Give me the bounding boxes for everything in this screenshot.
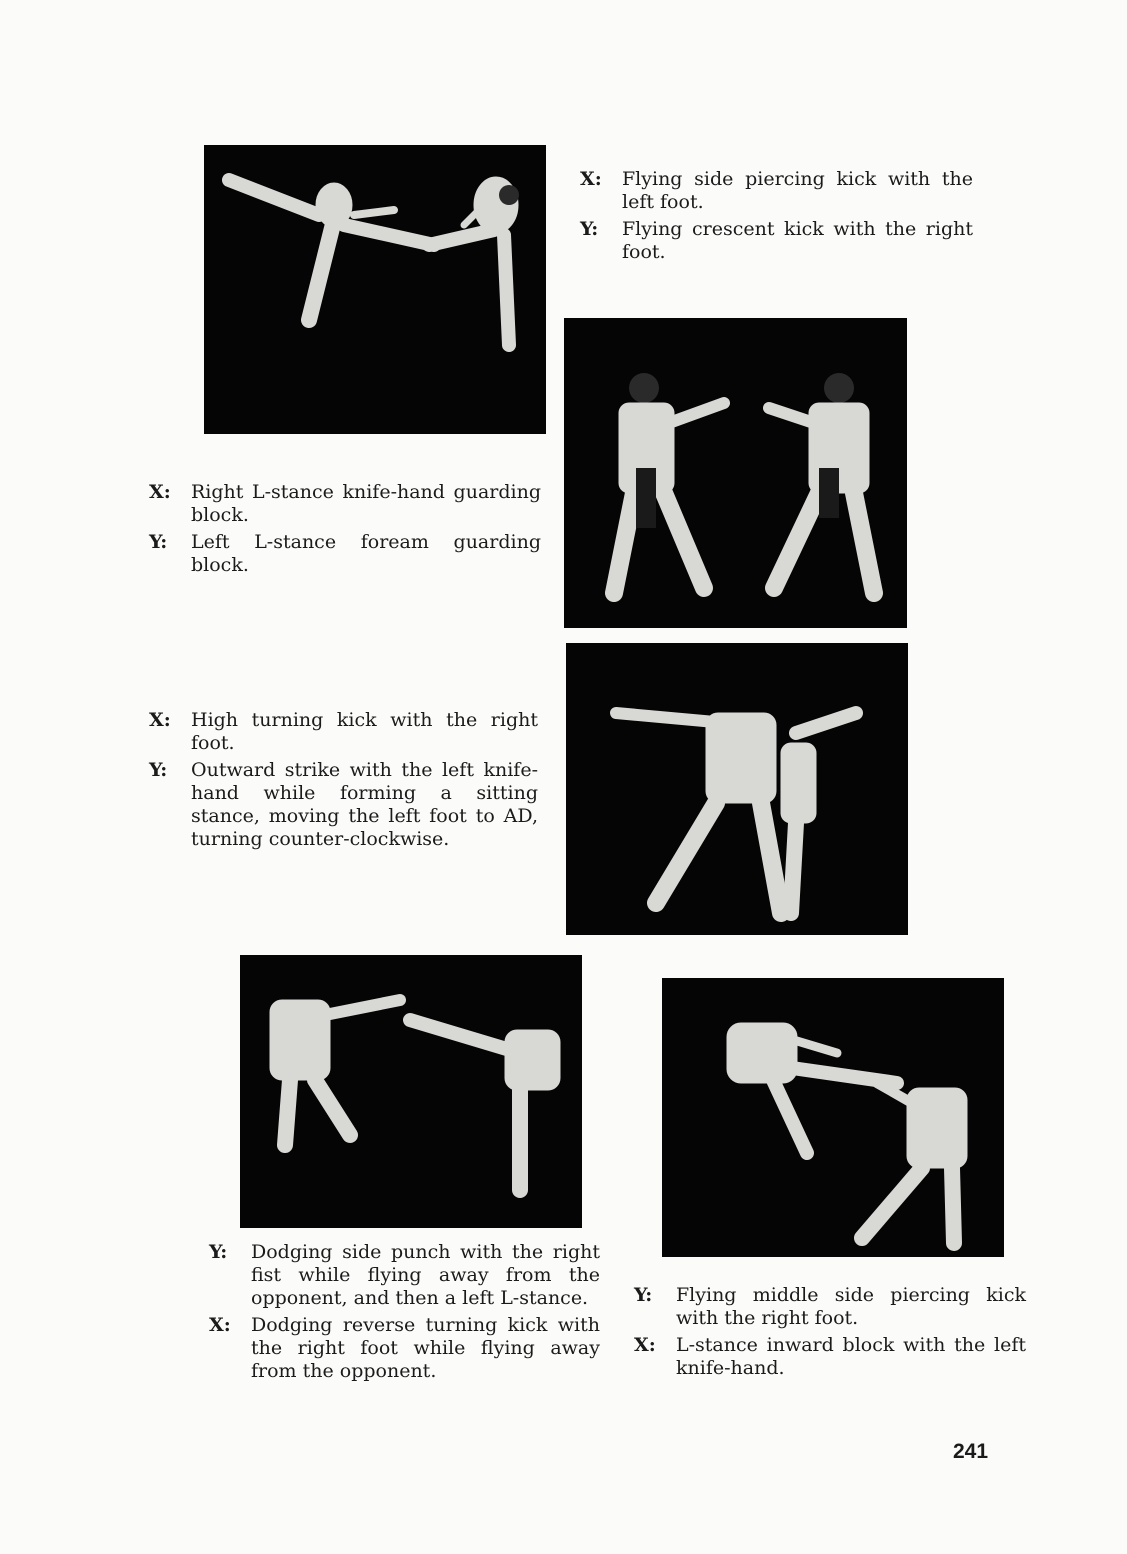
photo-flying-side-kick-figures — [204, 145, 546, 434]
caption-letter: Y: — [149, 531, 168, 553]
caption-item — [634, 1284, 1026, 1330]
caption-text: Outward strike with the left knife-hand while forming a sitting stance, moving the left foot to AD, turning counter-clockwise. — [191, 759, 538, 850]
caption-text: Dodging reverse turning kick with the right foot while flying away from the opponent. — [251, 1314, 600, 1382]
caption-item — [209, 1241, 600, 1310]
caption-text: Right L-stance knife-hand guarding block. — [191, 481, 541, 526]
page-number: 241 — [953, 1440, 989, 1463]
photo-high-turning-kick-figures — [566, 643, 908, 935]
photo-flying-side-kick — [204, 145, 546, 434]
caption-letter: Y: — [634, 1284, 653, 1306]
photo-flying-middle-side-kick-figures — [662, 978, 1004, 1257]
caption-text: Dodging side punch with the right fist while flying away from the opponent, and then a left L-stance. — [251, 1241, 600, 1309]
caption-item — [580, 218, 973, 264]
photo-high-turning-kick — [566, 643, 908, 935]
caption-item — [634, 1334, 1026, 1380]
caption-item — [209, 1314, 600, 1383]
caption-item — [580, 168, 973, 214]
caption-text: High turning kick with the right foot. — [191, 709, 538, 754]
caption-item — [149, 481, 541, 527]
photo-dodging-side-punch — [240, 955, 582, 1228]
caption-high-turning-kick — [149, 709, 538, 855]
caption-letter: X: — [580, 168, 602, 190]
caption-item — [149, 531, 541, 577]
caption-text: Flying middle side piercing kick with the right foot. — [676, 1284, 1026, 1329]
caption-letter: X: — [149, 709, 171, 731]
photo-dodging-side-punch-figures — [240, 955, 582, 1228]
caption-flying-side-kick — [580, 168, 973, 268]
caption-text: L-stance inward block with the left knife-hand. — [676, 1334, 1026, 1379]
caption-l-stance-guarding-block — [149, 481, 541, 581]
photo-l-stance-guarding-block — [564, 318, 907, 628]
photo-l-stance-figures — [564, 318, 907, 628]
caption-text: Flying crescent kick with the right foot. — [622, 218, 973, 263]
caption-item — [149, 709, 538, 755]
caption-letter: X: — [149, 481, 171, 503]
caption-item — [149, 759, 538, 851]
caption-flying-middle-side-kick — [634, 1284, 1026, 1384]
caption-text: Flying side piercing kick with the left foot. — [622, 168, 973, 213]
caption-letter: Y: — [209, 1241, 228, 1263]
caption-letter: X: — [209, 1314, 231, 1336]
photo-flying-middle-side-kick — [662, 978, 1004, 1257]
caption-text: Left L-stance foream guarding block. — [191, 531, 541, 576]
caption-dodging-side-punch — [209, 1241, 600, 1387]
caption-letter: X: — [634, 1334, 656, 1356]
caption-letter: Y: — [149, 759, 168, 781]
caption-letter: Y: — [580, 218, 599, 240]
